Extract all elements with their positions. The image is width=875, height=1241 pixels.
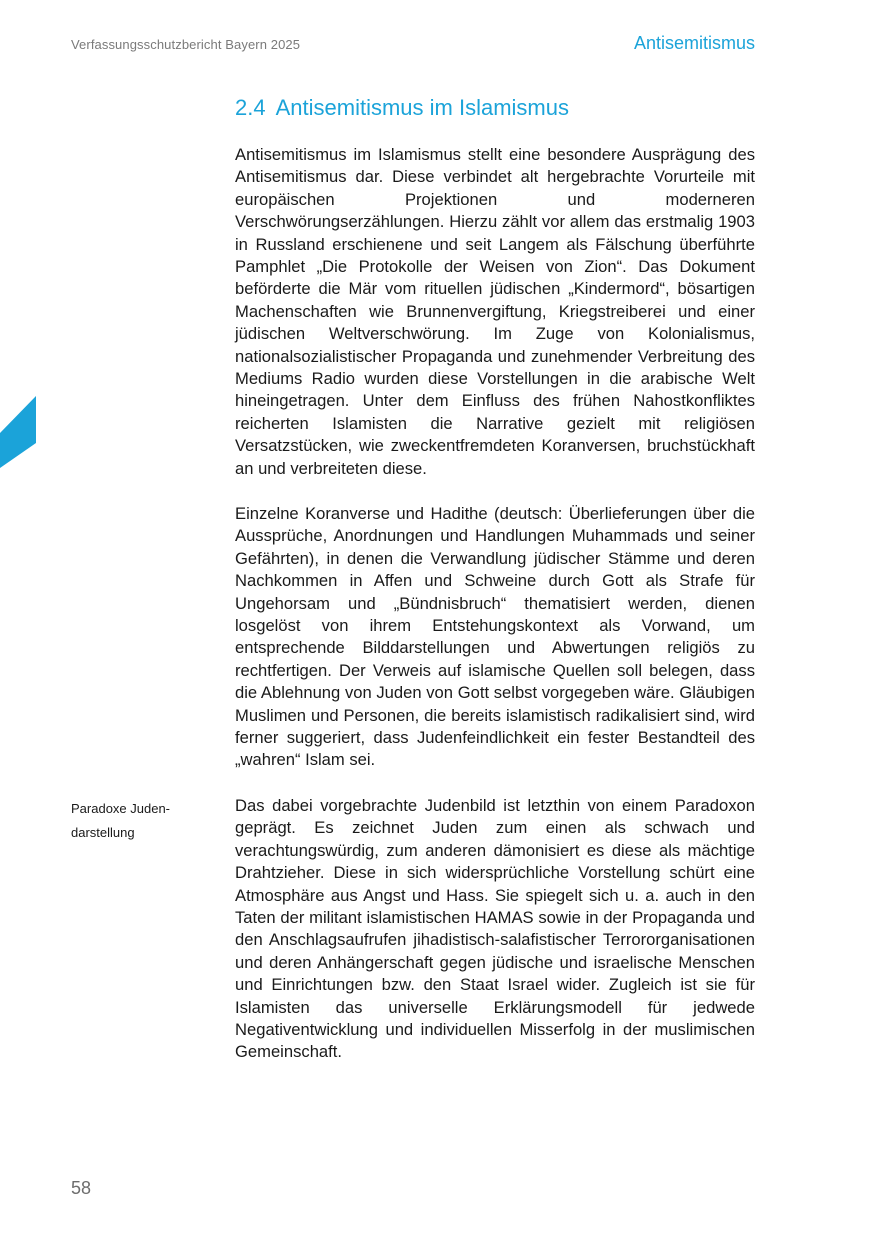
body-paragraph-2: Einzelne Koranverse und Hadithe (deutsch: Überlieferungen über die Aussprüche, Anordnungen und Handlungen Muhammads und seiner Gefährten), in denen die Verwandlung jüdischer Stämme und deren Nachkommen in Affen und Schweine durch Gott als Strafe für Ungehorsam und „Bündnisbruch“ thematisiert werden, dienen losgelöst von ihrem Entstehungskontext als Vorwand, um entsprechende Bilddarstellungen und Abwertungen religiös zu rechtfertigen. Der Verweis auf islamische Quellen soll belegen, dass die Ablehnung von Juden von Gott selbst vorgegeben wäre. Gläubigen Muslimen und Personen, die bereits islamistisch radikalisiert sind, wird ferner suggeriert, dass Judenfeindlichkeit ein fester Bestandteil des „wahren“ Islam sei. bbox=[235, 504, 755, 770]
running-section-label: Antisemitismus bbox=[633, 33, 755, 53]
body-paragraph-3: Das dabei vorgebrachte Judenbild ist letzthin von einem Paradoxon geprägt. Es zeichnet Juden zum einen als schwach und verachtungswürdig, zum anderen dämonisiert es diese als mächtige Drahtzieher. Diese in sich widersprüchliche Vorstellung schürt eine Atmosphäre aus Angst und Hass. Sie spiegelt sich u. a. auch in den Taten der militant islamistischen HAMAS sowie in der Propaganda und den Anschlagsaufrufen jihadistisch-salafistischer Terrororganisationen und deren Anhängerschaft gegen jüdische und israelische Menschen und Einrichtungen bzw. den Staat Israel wider. Zugleich ist sie für Islamisten das universelle Erklärungsmodell für jedwede Negativentwicklung und individuellen Misserfolg in der muslimischen Gemeinschaft. bbox=[235, 796, 755, 1062]
section-heading bbox=[235, 95, 569, 121]
body-paragraph-1: Antisemitismus im Islamismus stellt eine besondere Ausprägung des Antisemitismus dar. Diese verbindet alt hergebrachte Vorurteile mit europäischen Projektionen und moderneren Verschwörungserzählungen. Hierzu zählt vor allem das erstmalig 1903 in Russland erschienene und seit Langem als Fälschung überführte Pamphlet „Die Protokolle der Weisen von Zion“. Das Dokument beförderte die Mär vom rituellen jüdischen „Kindermord“, bösartigen Machenschaften wie Brunnenvergiftung, Kriegstreiberei und einer jüdischen Weltverschwörung. Im Zuge von Kolonialismus, nationalsozialistischer Propaganda und zunehmender Verbreitung des Mediums Radio wurden diese Vorstellungen in die arabische Welt hineingetragen. Unter dem Einfluss des frühen Nahostkonfliktes reicherten Islamisten die Narrative gezielt mit religiösen Versatzstücken, wie zweckentfremdeten Koranversen, bruchstückhaft an und verbreiteten diese. bbox=[235, 145, 755, 478]
page-number: 58 bbox=[71, 1178, 92, 1198]
section-title: Antisemitismus im Islamismus bbox=[275, 95, 569, 120]
margin-note: Paradoxe Juden-darstellung bbox=[71, 801, 171, 840]
section-number: 2.4 bbox=[235, 95, 266, 120]
chapter-edge-tab bbox=[0, 396, 36, 468]
running-title: Verfassungsschutzbericht Bayern 2025 bbox=[71, 37, 301, 52]
